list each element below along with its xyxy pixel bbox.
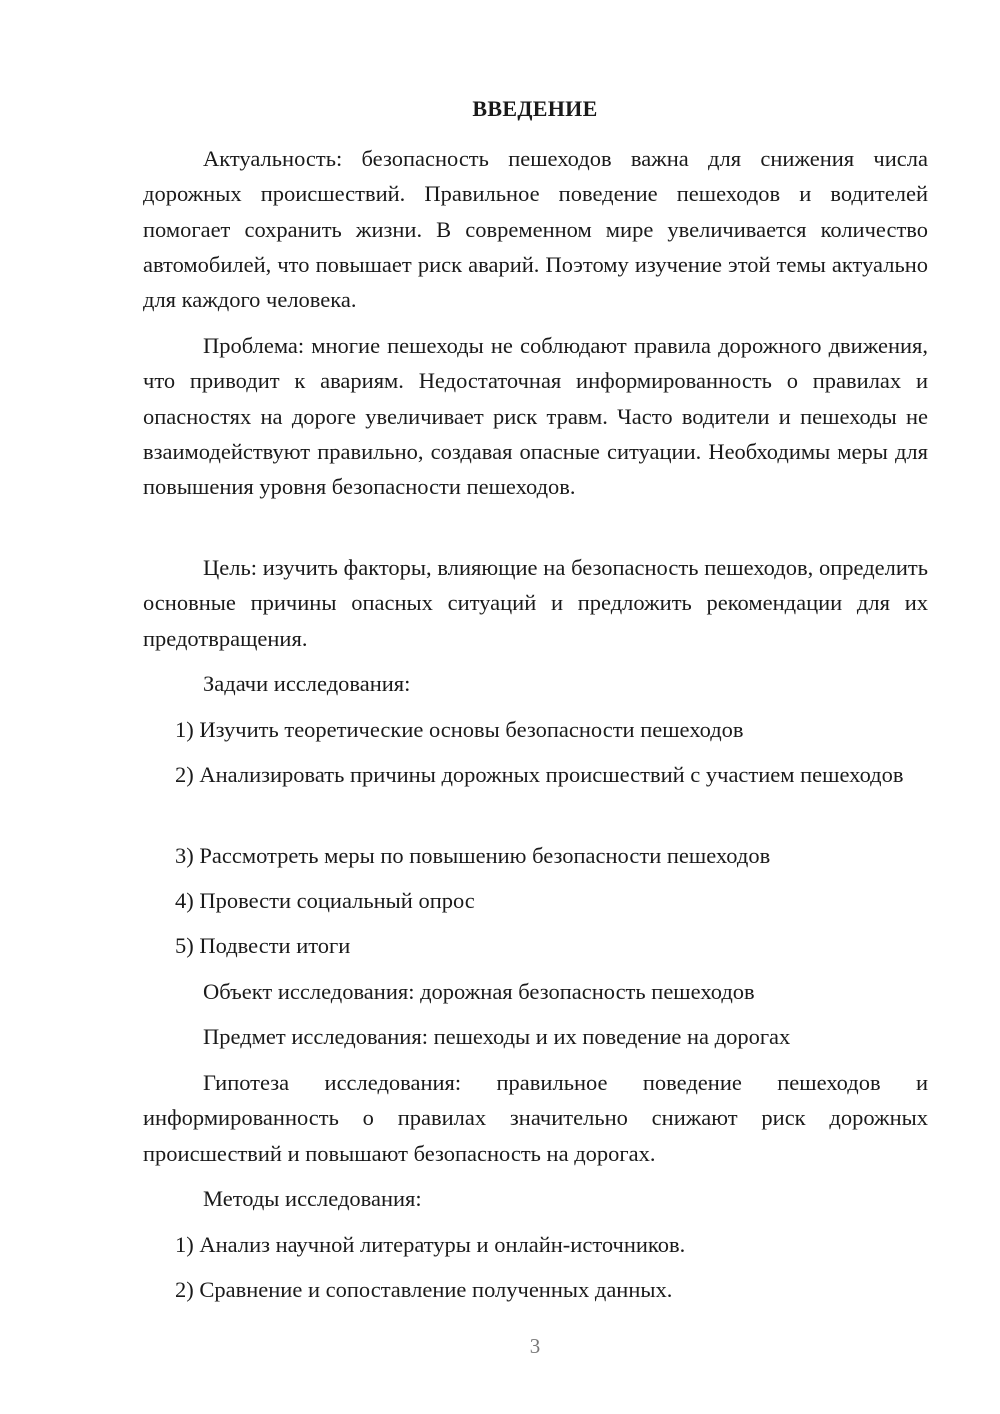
page-number: 3	[529, 1334, 541, 1358]
method-item-2-block	[143, 1272, 928, 1307]
task-item: 1) Изучить теоретические основы безопасности пешеходов	[175, 717, 744, 742]
method-item-1-block	[143, 1227, 928, 1262]
task-item: 2) Анализировать причины дорожных происшествий с участием пешеходов	[175, 762, 904, 787]
problem-block	[143, 328, 928, 504]
task-item: 3) Рассмотреть меры по повышению безопасности пешеходов	[175, 843, 771, 868]
task-item-2-block	[143, 757, 928, 792]
methods-heading: Методы исследования:	[203, 1186, 422, 1211]
relevance-paragraph: Актуальность: безопасность пешеходов важна для снижения числа дорожных происшествий. Правильное поведение пешеходов и водителей помогает сохранить жизни. В современном мире увеличивается количество автомобилей, что повышает риск аварий. Поэтому изучение этой темы актуально для каждого человека.	[143, 146, 928, 313]
relevance-block	[143, 141, 928, 317]
task-item: 4) Провести социальный опрос	[175, 888, 475, 913]
method-item: 1) Анализ научной литературы и онлайн-источников.	[175, 1232, 686, 1257]
tasks-heading-block	[143, 666, 928, 701]
task-item-4-block	[143, 883, 928, 918]
method-item: 2) Сравнение и сопоставление полученных данных.	[175, 1277, 673, 1302]
problem-paragraph: Проблема: многие пешеходы не соблюдают правила дорожного движения, что приводит к авариям. Недостаточная информированность о правилах и опасностях на дороге увеличивает риск травм. Часто водители и пешеходы не взаимодействуют правильно, создавая опасные ситуации. Необходимы меры для повышения уровня безопасности пешеходов.	[143, 333, 928, 500]
object-block	[143, 974, 928, 1009]
goal-block	[143, 550, 928, 656]
methods-heading-block	[143, 1181, 928, 1216]
task-item-5-block	[143, 928, 928, 963]
page-title: ВВЕДЕНИЕ	[472, 96, 598, 121]
hypothesis-block	[143, 1065, 928, 1171]
tasks-heading: Задачи исследования:	[203, 671, 411, 696]
research-object: Объект исследования: дорожная безопасность пешеходов	[203, 979, 755, 1004]
goal-paragraph: Цель: изучить факторы, влияющие на безопасность пешеходов, определить основные причины опасных ситуаций и предложить рекомендации для их предотвращения.	[143, 555, 928, 651]
subject-block	[143, 1019, 928, 1054]
task-item-1-block	[143, 712, 928, 747]
hypothesis-paragraph: Гипотеза исследования: правильное поведение пешеходов и информированность о правилах значительно снижают риск дорожных происшествий и повышают безопасность на дорогах.	[143, 1070, 928, 1166]
task-item: 5) Подвести итоги	[175, 933, 351, 958]
research-subject: Предмет исследования: пешеходы и их поведение на дорогах	[203, 1024, 791, 1049]
task-item-3-block	[143, 838, 928, 873]
